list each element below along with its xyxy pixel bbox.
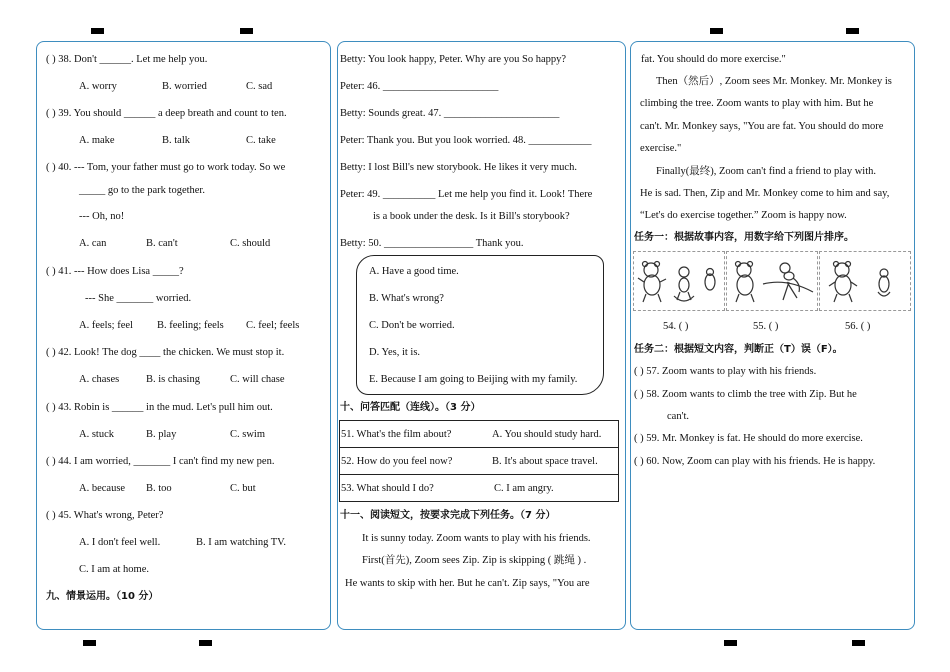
- option-a: A. make: [79, 135, 115, 146]
- story-line: Finally(最终), Zoom can't find a friend to play with.: [656, 166, 877, 177]
- dialog-line: Peter: 46. ______________________: [340, 81, 499, 92]
- section-11-heading: 十一、阅读短文，按要求完成下列任务。（7 分）: [340, 510, 556, 521]
- story-line: can't. Mr. Monkey says, "You are fat. You should do more: [640, 121, 884, 132]
- choice-d: D. Yes, it is.: [369, 347, 421, 358]
- story-picture-3: [819, 251, 911, 311]
- true-false-57[interactable]: ( ) 57. Zoom wants to play with his friends.: [634, 366, 817, 377]
- option-c: C. feel; feels: [246, 320, 300, 331]
- question-40-cont: _____ go to the park together.: [79, 185, 205, 196]
- option-c: C. I am at home.: [79, 564, 149, 575]
- story-line: climbing the tree. Zoom wants to play with him. But he: [640, 98, 874, 109]
- option-b: B. worried: [162, 81, 207, 92]
- story-line: exercise.": [640, 143, 682, 154]
- question-42: ( ) 42. Look! The dog ____ the chicken. We must stop it.: [46, 347, 285, 358]
- dialog-line: Peter: Thank you. But you look worried. 48. ____________: [340, 135, 592, 146]
- registration-mark: [710, 28, 723, 34]
- question-41: ( ) 41. --- How does Lisa _____?: [46, 266, 184, 277]
- registration-mark: [846, 28, 859, 34]
- dialog-line: Peter: 49. __________ Let me help you find it. Look! There: [340, 189, 593, 200]
- picture-order-54[interactable]: 54. ( ): [663, 321, 689, 332]
- option-c: C. will chase: [230, 374, 285, 385]
- dialog-line: Betty: 50. _________________ Thank you.: [340, 238, 524, 249]
- true-false-58[interactable]: ( ) 58. Zoom wants to climb the tree with Zip. But he: [634, 389, 857, 400]
- registration-mark: [83, 640, 96, 646]
- question-45: ( ) 45. What's wrong, Peter?: [46, 510, 164, 521]
- question-39: ( ) 39. You should ______ a deep breath and count to ten.: [46, 108, 287, 119]
- story-picture-2: [726, 251, 818, 311]
- registration-mark: [240, 28, 253, 34]
- option-b: B. I am watching TV.: [196, 537, 287, 548]
- story-line: Then（然后）, Zoom sees Mr. Monkey. Mr. Monkey is: [656, 76, 892, 87]
- section-10-heading: 十、问答匹配（连线）。（3 分）: [340, 402, 481, 413]
- match-question[interactable]: 52. How do you feel now?: [341, 456, 453, 467]
- dialog-line: is a book under the desk. Is it Bill's storybook?: [373, 211, 570, 222]
- match-question[interactable]: 51. What's the film about?: [341, 429, 452, 440]
- picture-order-56[interactable]: 56. ( ): [845, 321, 871, 332]
- match-answer[interactable]: B. It's about space travel.: [492, 456, 598, 467]
- true-false-59[interactable]: ( ) 59. Mr. Monkey is fat. He should do more exercise.: [634, 433, 863, 444]
- true-false-60[interactable]: ( ) 60. Now, Zoom can play with his friends. He is happy.: [634, 456, 876, 467]
- task-2-heading: 任务二：根据短文内容，判断正（T）误（F）。: [634, 344, 843, 355]
- match-answer[interactable]: A. You should study hard.: [492, 429, 602, 440]
- choice-a: A. Have a good time.: [369, 266, 459, 277]
- picture-order-55[interactable]: 55. ( ): [753, 321, 779, 332]
- story-line: First(首先), Zoom sees Zip. Zip is skipping ( 跳绳 ) .: [362, 555, 587, 566]
- option-b: B. play: [146, 429, 177, 440]
- option-c: C. but: [230, 483, 256, 494]
- story-line: fat. You should do more exercise.": [641, 54, 786, 65]
- question-44: ( ) 44. I am worried, _______ I can't find my new pen.: [46, 456, 275, 467]
- registration-mark: [91, 28, 104, 34]
- option-a: A. worry: [79, 81, 117, 92]
- story-picture-1: [633, 251, 725, 311]
- dialog-line: Betty: Sounds great. 47. ______________________: [340, 108, 560, 119]
- choice-e: E. Because I am going to Beijing with my family.: [369, 374, 578, 385]
- option-a: A. I don't feel well.: [79, 537, 161, 548]
- option-a: A. feels; feel: [79, 320, 133, 331]
- true-false-58-cont: can't.: [667, 411, 690, 422]
- option-c: C. should: [230, 238, 271, 249]
- option-b: B. talk: [162, 135, 190, 146]
- story-line: He is sad. Then, Zip and Mr. Monkey come to him and say,: [640, 188, 890, 199]
- section-9-heading: 九、情景运用。（10 分）: [46, 591, 159, 602]
- task-1-heading: 任务一：根据故事内容，用数字给下列图片排序。: [634, 232, 854, 243]
- question-40: ( ) 40. --- Tom, your father must go to work today. So we: [46, 162, 286, 173]
- story-line: “Let's do exercise together.” Zoom is happy now.: [640, 210, 847, 221]
- option-c: C. sad: [246, 81, 273, 92]
- choice-c: C. Don't be worried.: [369, 320, 455, 331]
- match-answer[interactable]: C. I am angry.: [494, 483, 554, 494]
- registration-mark: [852, 640, 865, 646]
- option-a: A. can: [79, 238, 107, 249]
- choice-b: B. What's wrong?: [369, 293, 444, 304]
- match-question[interactable]: 53. What should I do?: [341, 483, 434, 494]
- question-43: ( ) 43. Robin is ______ in the mud. Let's pull him out.: [46, 402, 273, 413]
- dialog-line: Betty: I lost Bill's new storybook. He likes it very much.: [340, 162, 577, 173]
- option-c: C. take: [246, 135, 276, 146]
- option-b: B. feeling; feels: [157, 320, 224, 331]
- story-line: It is sunny today. Zoom wants to play with his friends.: [362, 533, 591, 544]
- option-c: C. swim: [230, 429, 266, 440]
- option-b: B. is chasing: [146, 374, 200, 385]
- option-b: B. can't: [146, 238, 178, 249]
- registration-mark: [199, 640, 212, 646]
- option-a: A. because: [79, 483, 126, 494]
- question-40-reply: --- Oh, no!: [79, 211, 125, 222]
- option-a: A. stuck: [79, 429, 114, 440]
- option-b: B. too: [146, 483, 172, 494]
- question-38: ( ) 38. Don't ______. Let me help you.: [46, 54, 208, 65]
- story-line: He wants to skip with her. But he can't. Zip says, "You are: [345, 578, 590, 589]
- registration-mark: [724, 640, 737, 646]
- option-a: A. chases: [79, 374, 120, 385]
- question-41-reply: --- She _______ worried.: [85, 293, 192, 304]
- dialog-line: Betty: You look happy, Peter. Why are you So happy?: [340, 54, 567, 65]
